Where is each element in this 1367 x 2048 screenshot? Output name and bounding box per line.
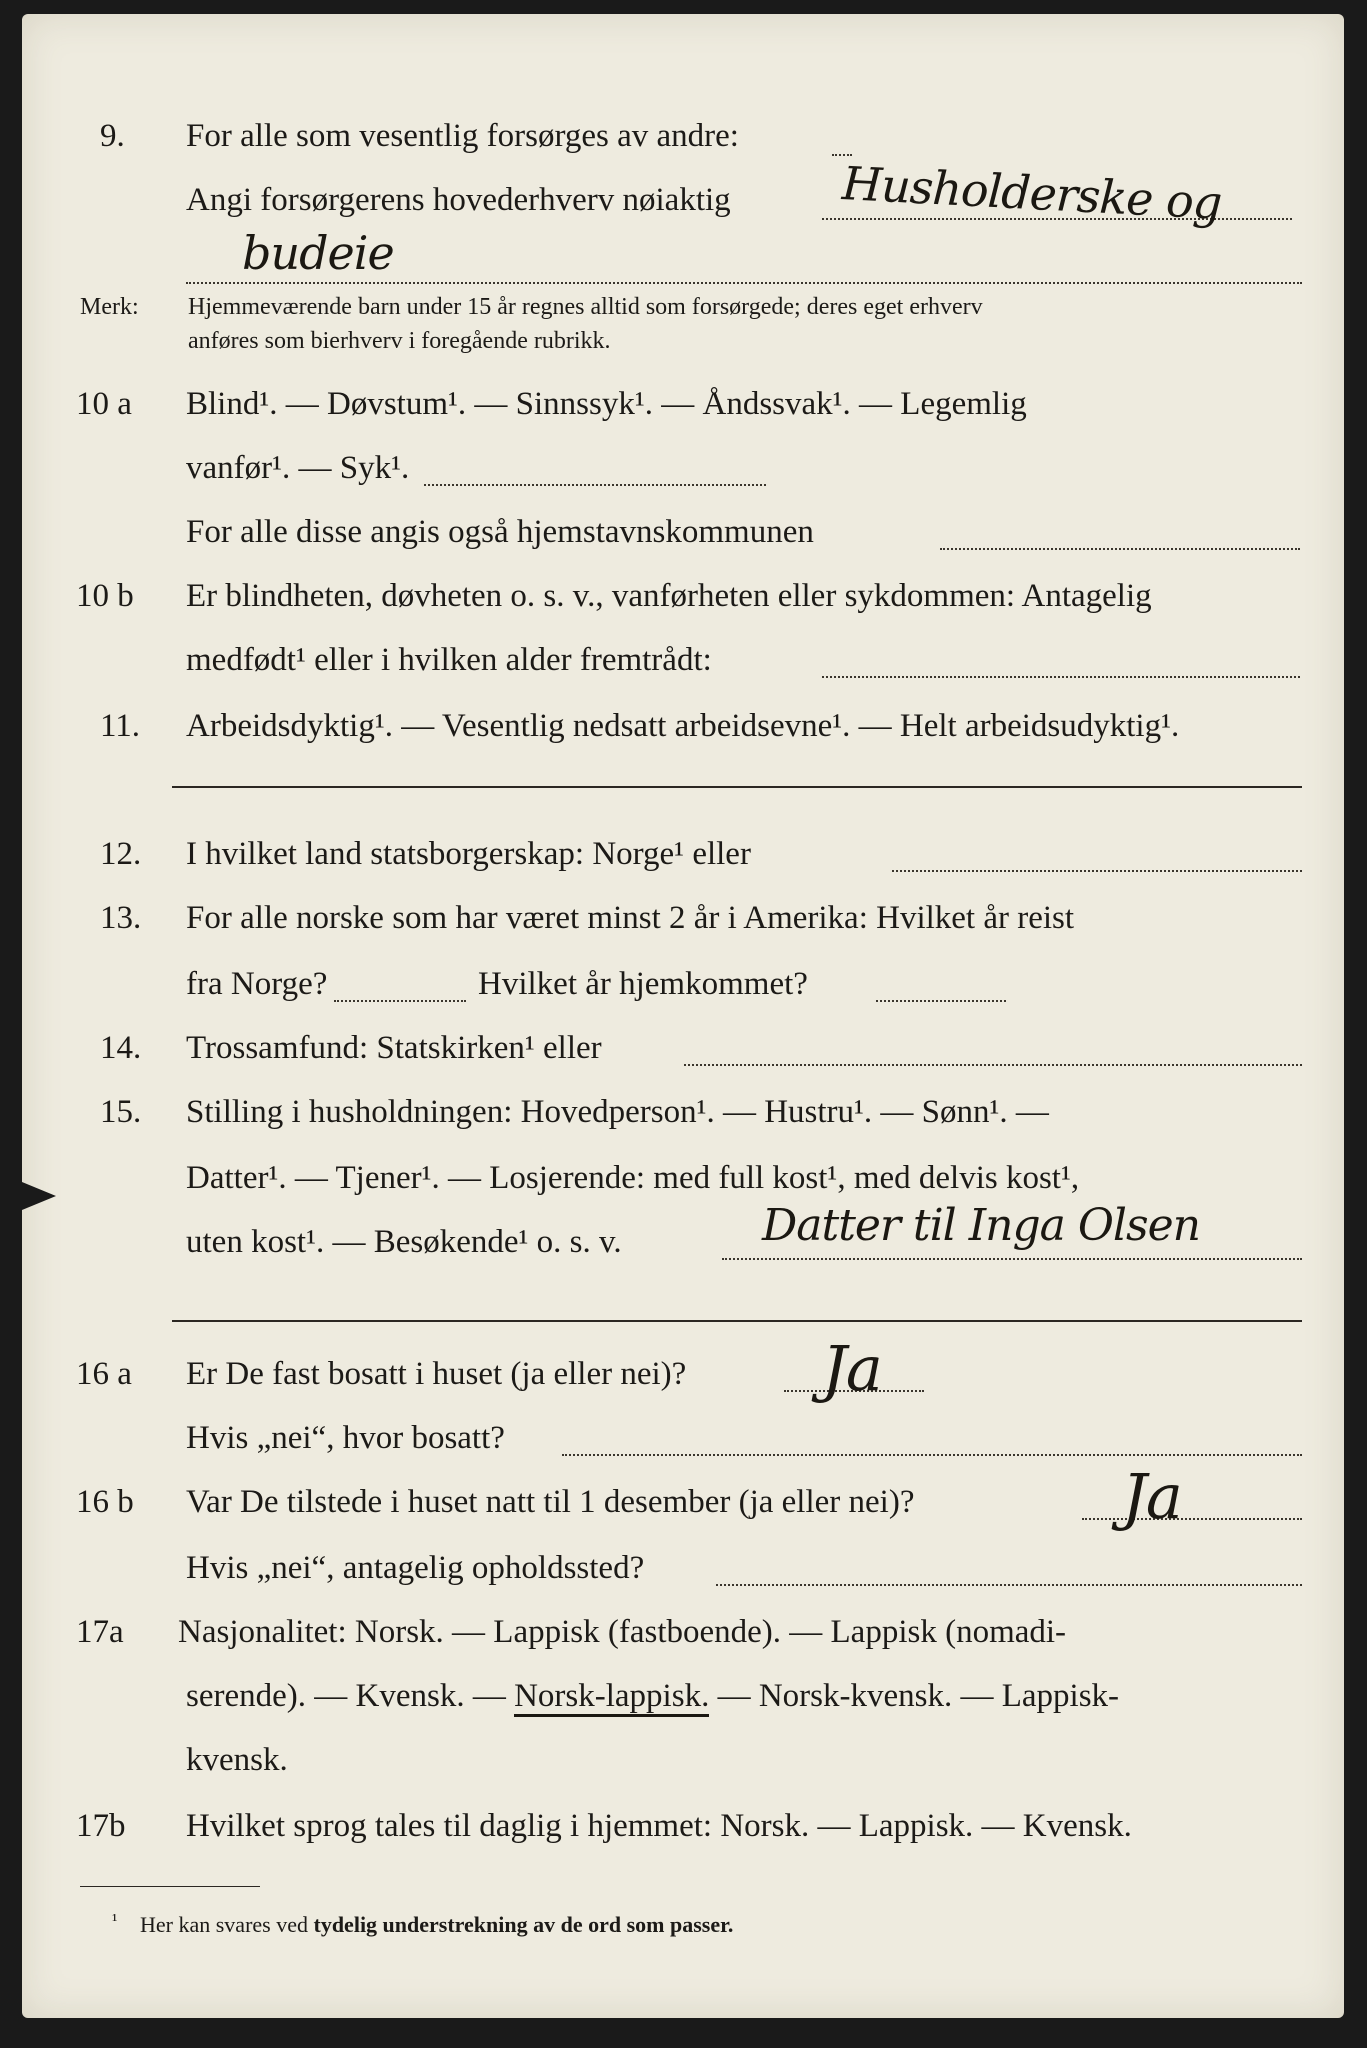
q15-line3: uten kost¹. — Besøkende¹ o. s. v. [186, 1224, 622, 1260]
q10b-number: 10 b [76, 578, 134, 614]
footnote-mark: ¹ [112, 1910, 118, 1930]
q15-line2: Datter¹. — Tjener¹. — Losjerende: med full kost¹, med delvis kost¹, [186, 1160, 1080, 1196]
q10a-number: 10 a [76, 386, 132, 422]
q17a-line2 [186, 1678, 1119, 1715]
q17b-number: 17b [76, 1808, 126, 1844]
q12-line1: I hvilket land statsborgerskap: Norge¹ eller [186, 836, 751, 872]
q14-number: 14. [100, 1030, 142, 1066]
q16a-residence-line [562, 1454, 1302, 1456]
q15-number: 15. [100, 1094, 142, 1130]
footnote-rule [80, 1886, 260, 1887]
q13-year-returned-line [876, 1000, 1006, 1002]
q16b-line1: Var De tilstede i huset natt til 1 desember (ja eller nei)? [186, 1484, 915, 1520]
q10a-line2: vanfør¹. — Syk¹. [186, 450, 410, 486]
q10a-answer-line [424, 484, 766, 486]
q9-answer-line2 [186, 282, 1302, 284]
q15-line1: Stilling i husholdningen: Hovedperson¹. — Hustru¹. — Sønn¹. — [186, 1094, 1049, 1130]
q16b-line2: Hvis „nei“, antagelig opholdssted? [186, 1550, 645, 1586]
q10b-answer-line [822, 676, 1300, 678]
q13-line2a: fra Norge? [186, 966, 328, 1002]
q9-line2: Angi forsørgerens hovederhverv nøiaktig [186, 182, 731, 218]
q9-handwritten-answer2: budeie [242, 226, 394, 280]
section-divider-2 [172, 1320, 1302, 1322]
q13-year-left-line [334, 1000, 466, 1002]
q10a-hjemstavn-line [940, 548, 1300, 550]
q17a-line2-start: serende). — Kvensk. — [186, 1678, 515, 1714]
q16a-line2: Hvis „nei“, hvor bosatt? [186, 1420, 505, 1456]
q16b-handwritten-answer: Ja [1122, 1460, 1182, 1533]
merk-line1: Hjemmeværende barn under 15 år regnes alltid som forsørgede; deres eget erhverv [188, 294, 983, 320]
q11-line1: Arbeidsdyktig¹. — Vesentlig nedsatt arbeidsevne¹. — Helt arbeidsudyktig¹. [186, 708, 1180, 744]
q17a-line3: kvensk. [186, 1742, 288, 1778]
q17a-selected-norsk-lappisk: Norsk-lappisk. [514, 1678, 709, 1717]
section-divider-1 [172, 786, 1302, 788]
q9-handwritten-answer1: Husholderske og [840, 156, 1223, 230]
q13-line2b: Hvilket år hjemkommet? [478, 966, 808, 1002]
q15-answer-line [722, 1258, 1302, 1260]
q17b-line1: Hvilket sprog tales til daglig i hjemmet: Norsk. — Lappisk. — Kvensk. [186, 1808, 1132, 1844]
q9-number: 9. [100, 118, 125, 154]
q16a-line1: Er De fast bosatt i huset (ja eller nei)? [186, 1356, 687, 1392]
merk-label: Merk: [80, 294, 139, 320]
footnote-text-plain: Her kan svares ved [140, 1912, 314, 1937]
q16b-number: 16 b [76, 1484, 134, 1520]
q14-line1: Trossamfund: Statskirken¹ eller [186, 1030, 602, 1066]
census-form-page [22, 14, 1344, 2018]
footnote-text-bold: tydelig understrekning av de ord som passer. [313, 1912, 734, 1937]
page-edge-notch [22, 1182, 56, 1210]
q10b-line1: Er blindheten, døvheten o. s. v., vanførheten eller sykdommen: Antagelig [186, 578, 1152, 614]
q13-line1: For alle norske som har været minst 2 år i Amerika: Hvilket år reist [186, 900, 1075, 936]
q12-answer-line [892, 870, 1302, 872]
q14-answer-line [684, 1064, 1302, 1066]
q10b-line2: medfødt¹ eller i hvilken alder fremtrådt: [186, 642, 712, 678]
merk-line2: anføres som bierhverv i foregående rubrikk. [188, 328, 611, 354]
q16b-location-line [716, 1584, 1302, 1586]
q9-line1: For alle som vesentlig forsørges av andre: [186, 118, 739, 154]
q13-number: 13. [100, 900, 142, 936]
q11-number: 11. [100, 708, 141, 744]
q15-handwritten-answer: Datter til Inga Olsen [762, 1200, 1200, 1251]
footnote-text [140, 1912, 733, 1938]
q10a-line3: For alle disse angis også hjemstavnskommunen [186, 514, 814, 550]
q16b-answer-line [1082, 1518, 1302, 1520]
q16a-number: 16 a [76, 1356, 132, 1392]
q17a-line2-end: — Norsk-kvensk. — Lappisk- [709, 1678, 1120, 1714]
q10a-line1: Blind¹. — Døvstum¹. — Sinnssyk¹. — Åndssvak¹. — Legemlig [186, 386, 1027, 422]
q17a-number: 17a [76, 1614, 124, 1650]
q17a-line1: Nasjonalitet: Norsk. — Lappisk (fastboende). — Lappisk (nomadi- [178, 1614, 1067, 1650]
q16a-handwritten-answer: Ja [822, 1332, 882, 1405]
q12-number: 12. [100, 836, 142, 872]
